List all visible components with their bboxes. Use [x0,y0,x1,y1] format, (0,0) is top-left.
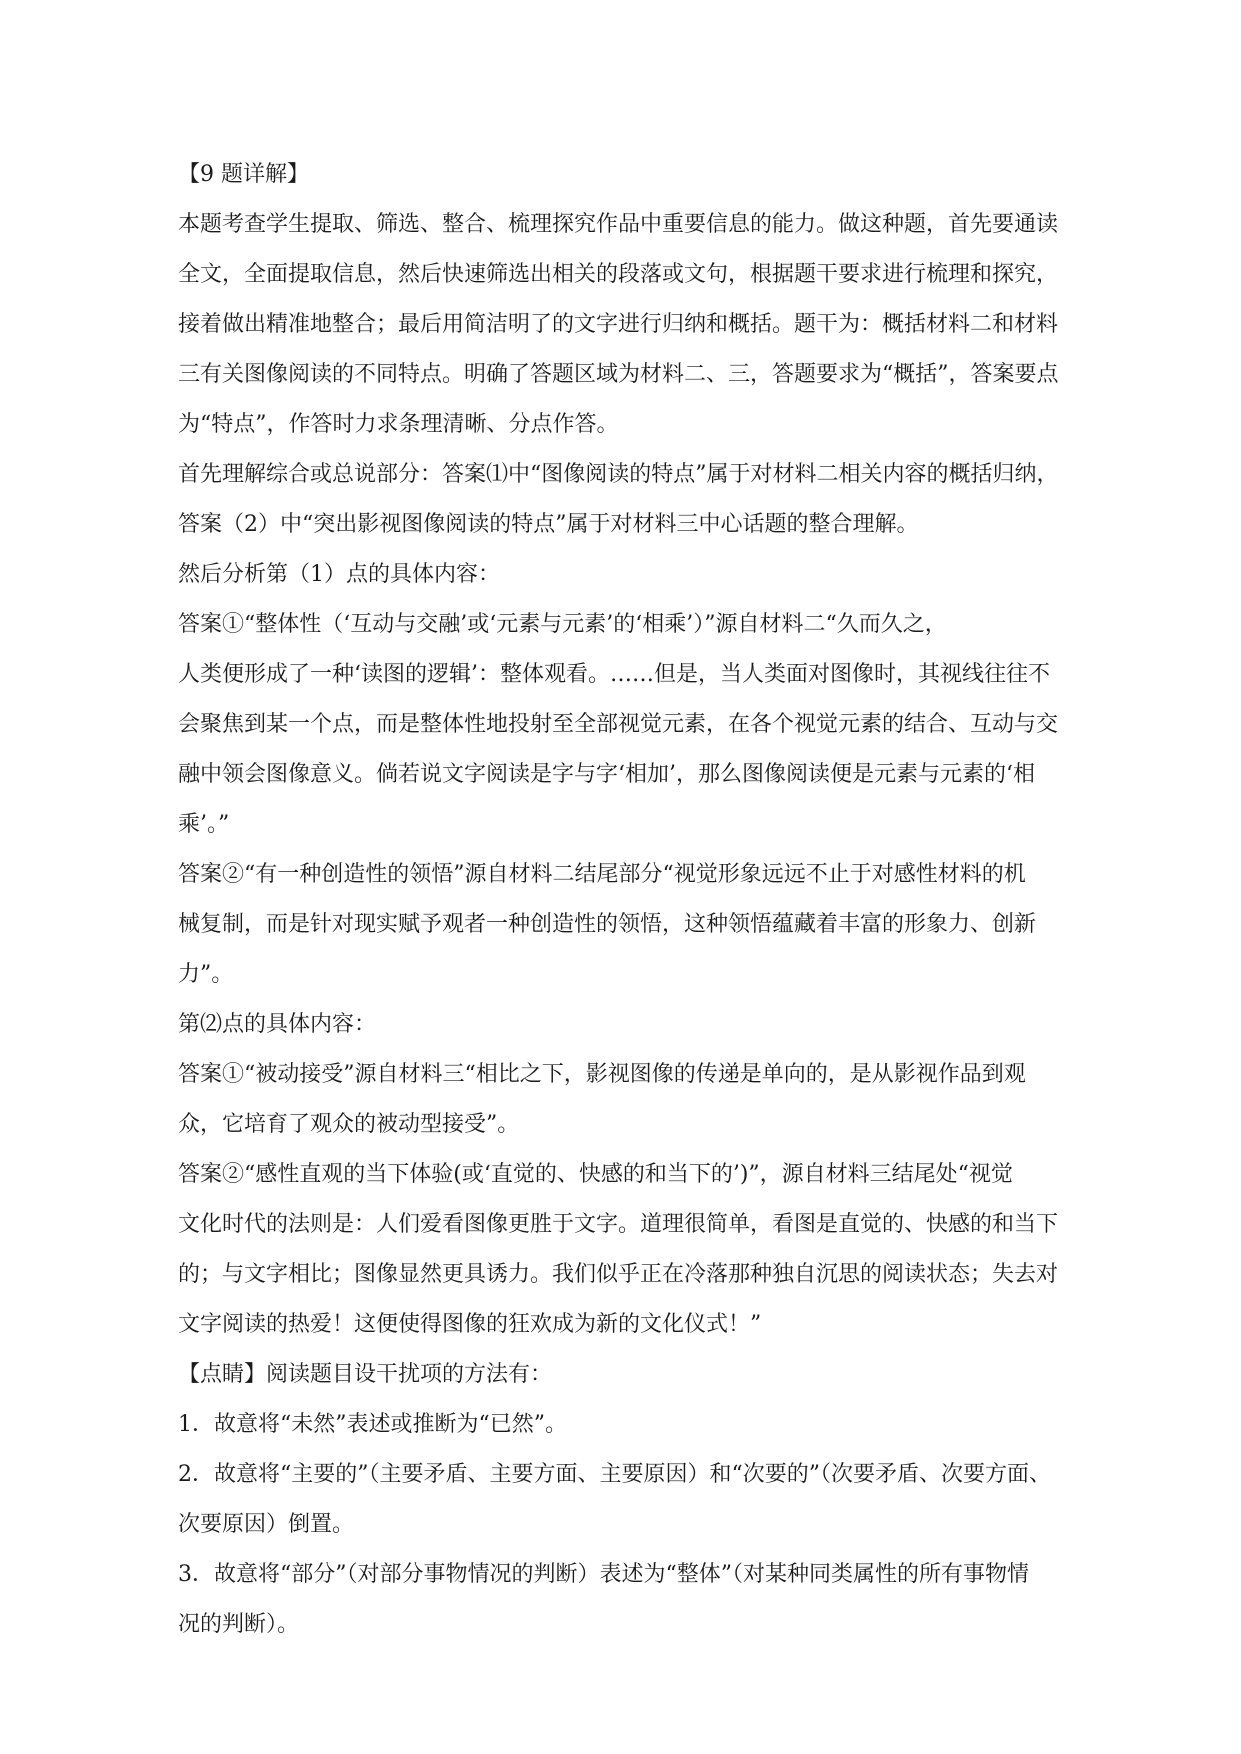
paragraph-line: 答案①“整体性（‘互动与交融’或‘元素与元素’的‘相乘’）”源自材料二“久而久之， [178,612,947,637]
paragraph-line: 答案（2）中“突出影视图像阅读的特点”属于对材料三中心话题的整合理解。 [178,512,919,537]
paragraph-line: 3．故意将“部分”（对部分事物情况的判断）表述为“整体”（对某种同类属性的所有事物情 [178,1562,1029,1587]
paragraph-line: 三有关图像阅读的不同特点。明确了答题区域为材料二、三，答题要求为“概括”，答案要点 [178,362,1059,387]
paragraph-line: 文化时代的法则是：人们爱看图像更胜于文字。道理很简单，看图是直觉的、快感的和当下 [178,1212,1059,1237]
paragraph-line: 人类便形成了一种‘读图的逻辑’：整体观看。……但是，当人类面对图像时，其视线往往不 [178,662,1050,687]
paragraph-line: 力”。 [178,962,234,987]
paragraph-line: 答案②“感性直观的当下体验(或‘直觉的、快感的和当下的’)”，源自材料三结尾处“视觉 [178,1162,1013,1187]
paragraph-line: 第⑵点的具体内容： [178,1012,377,1037]
document-body [178,157,1071,1643]
paragraph-line: 全文，全面提取信息，然后快速筛选出相关的段落或文句，根据题干要求进行梳理和探究， [178,262,1059,287]
paragraph-line: 然后分析第（1）点的具体内容： [178,562,500,587]
paragraph-line: 2．故意将“主要的”（主要矛盾、主要方面、主要原因）和“次要的”（次要矛盾、次要方面、 [178,1462,1051,1487]
paragraph-line: 首先理解综合或总说部分：答案⑴中“图像阅读的特点”属于对材料二相关内容的概括归纳， [178,462,1059,487]
paragraph-line: 融中领会图像意义。倘若说文字阅读是字与字‘相加’，那么图像阅读便是元素与元素的‘相 [178,762,1035,787]
paragraph-line: 为“特点”，作答时力求条理清晰、分点作答。 [178,412,619,437]
paragraph-line: 的；与文字相比；图像显然更具诱力。我们似乎正在冷落那种独自沉思的阅读状态；失去对 [178,1262,1059,1287]
paragraph-line: 次要原因）倒置。 [178,1512,355,1537]
paragraph-line: 答案①“被动接受”源自材料三“相比之下，影视图像的传递是单向的，是从影视作品到观 [178,1062,1026,1087]
paragraph-line: 答案②“有一种创造性的领悟”源自材料二结尾部分“视觉形象远远不止于对感性材料的机 [178,862,1026,887]
paragraph-line: 众，它培育了观众的被动型接受”。 [178,1112,520,1137]
paragraph-line: 1．故意将“未然”表述或推断为“已然”。 [178,1412,567,1437]
paragraph-line: 械复制，而是针对现实赋予观者一种创造性的领悟，这种领悟蕴藏着丰富的形象力、创新 [178,912,1037,937]
section-heading: 【9 题详解】 [178,162,309,187]
paragraph-line: 会聚焦到某一个点，而是整体性地投射至全部视觉元素，在各个视觉元素的结合、互动与交 [178,712,1059,737]
paragraph-line: 乘’。” [178,812,230,837]
paragraph-line: 接着做出精准地整合；最后用简洁明了的文字进行归纳和概括。题干为：概括材料二和材料 [178,312,1059,337]
paragraph-line: 本题考查学生提取、筛选、整合、梳理探究作品中重要信息的能力。做这种题，首先要通读 [178,212,1059,237]
paragraph-line: 况的判断）。 [178,1612,300,1637]
paragraph-line: 文字阅读的热爱！这便使得图像的狂欢成为新的文化仪式！” [178,1312,762,1337]
paragraph-line: 【点睛】阅读题目设干扰项的方法有： [178,1362,553,1387]
